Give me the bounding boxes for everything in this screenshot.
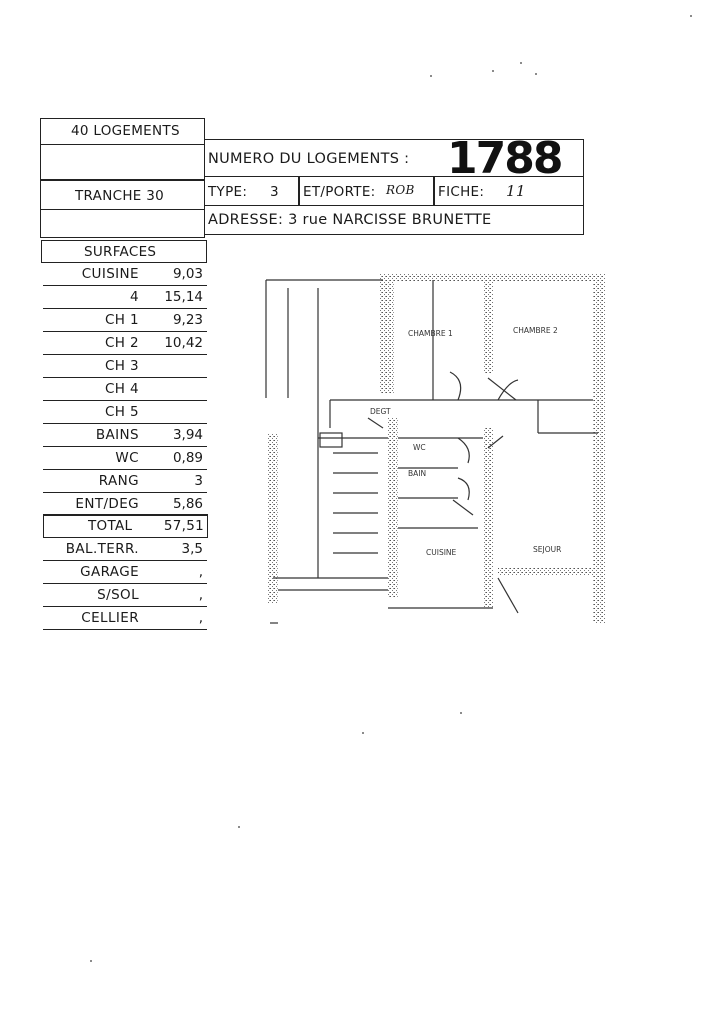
surface-label: RANG	[98, 473, 139, 489]
room-label-chambre1: CHAMBRE 1	[408, 329, 453, 338]
room-label-sejour: SEJOUR	[533, 545, 562, 554]
surface-row	[43, 424, 207, 447]
surface-value: 9,23	[172, 312, 203, 328]
extra-value: ,	[198, 587, 203, 603]
surface-row	[43, 470, 207, 493]
total-label: TOTAL	[88, 518, 133, 534]
surface-row	[43, 378, 207, 401]
etporte-value: ROB	[386, 183, 415, 197]
scan-speck	[430, 75, 432, 77]
extra-label: GARAGE	[80, 564, 139, 580]
scan-speck	[362, 732, 364, 734]
floor-plan	[258, 268, 616, 636]
surface-value: 5,86	[172, 496, 203, 512]
surface-row	[43, 493, 207, 516]
surface-row	[43, 332, 207, 355]
surfaces-title: SURFACES	[84, 244, 157, 260]
scan-speck	[535, 73, 537, 75]
surface-label: CH 2	[104, 335, 139, 351]
blank-box-1	[40, 144, 205, 180]
surface-label: CH 3	[104, 358, 139, 374]
surface-label: CH 5	[104, 404, 139, 420]
type-value: 3	[270, 184, 279, 200]
surface-row	[43, 401, 207, 424]
total-value: 57,51	[163, 518, 204, 534]
surface-value: 15,14	[164, 289, 203, 305]
surface-label: 4	[130, 289, 139, 305]
scan-speck	[492, 70, 494, 72]
extra-value: ,	[198, 564, 203, 580]
extra-label: BAL.TERR.	[65, 541, 139, 557]
surface-label: WC	[115, 450, 139, 466]
surface-value: 9,03	[172, 266, 203, 282]
type-divider	[298, 177, 300, 205]
extra-row	[43, 607, 207, 630]
fiche-label: FICHE:	[438, 184, 485, 200]
surface-row	[43, 286, 207, 309]
surface-row	[43, 263, 207, 286]
dwelling-number: 1788	[447, 133, 562, 184]
surface-label: ENT/DEG	[75, 496, 139, 512]
surface-value: 10,42	[164, 335, 203, 351]
logements-box	[40, 118, 205, 145]
total-box	[43, 514, 208, 538]
surface-label: BAINS	[95, 427, 139, 443]
room-label-degt: DEGT	[370, 407, 391, 416]
etporte-divider	[433, 177, 435, 205]
adresse-text: ADRESSE: 3 rue NARCISSE BRUNETTE	[208, 212, 492, 228]
fiche-value: 11	[506, 182, 526, 200]
scan-speck	[690, 15, 692, 17]
extra-value: 3,5	[181, 541, 203, 557]
surface-row	[43, 447, 207, 470]
surfaces-header	[41, 240, 207, 263]
extra-label: S/SOL	[97, 587, 139, 603]
surface-row	[43, 355, 207, 378]
tranche-label: TRANCHE 30	[75, 188, 164, 204]
surface-value: 0,89	[172, 450, 203, 466]
room-label-chambre2: CHAMBRE 2	[513, 326, 558, 335]
room-label-bain: BAIN	[408, 469, 427, 478]
tranche-box	[40, 180, 205, 210]
extra-row	[43, 538, 207, 561]
surface-value: 3	[194, 473, 203, 489]
scan-speck	[520, 62, 522, 64]
extra-row	[43, 584, 207, 607]
extra-value: ,	[198, 610, 203, 626]
blank-box-2	[40, 209, 205, 238]
adresse-box	[204, 205, 584, 235]
surface-row	[43, 309, 207, 332]
room-label-cuisine: CUISINE	[426, 548, 457, 557]
etporte-label: ET/PORTE:	[303, 184, 376, 200]
type-row	[204, 176, 584, 206]
extra-row	[43, 561, 207, 584]
numero-label: NUMERO DU LOGEMENTS :	[208, 151, 410, 167]
scan-speck	[90, 960, 92, 962]
surface-label: CH 4	[104, 381, 139, 397]
surface-value: 3,94	[172, 427, 203, 443]
scan-speck	[238, 826, 240, 828]
logements-count: 40 LOGEMENTS	[71, 123, 180, 139]
surface-label: CUISINE	[81, 266, 139, 282]
room-label-wc: WC	[413, 443, 426, 452]
scan-speck	[460, 712, 462, 714]
surface-label: CH 1	[104, 312, 139, 328]
extra-label: CELLIER	[81, 610, 139, 626]
type-label: TYPE:	[208, 184, 248, 200]
